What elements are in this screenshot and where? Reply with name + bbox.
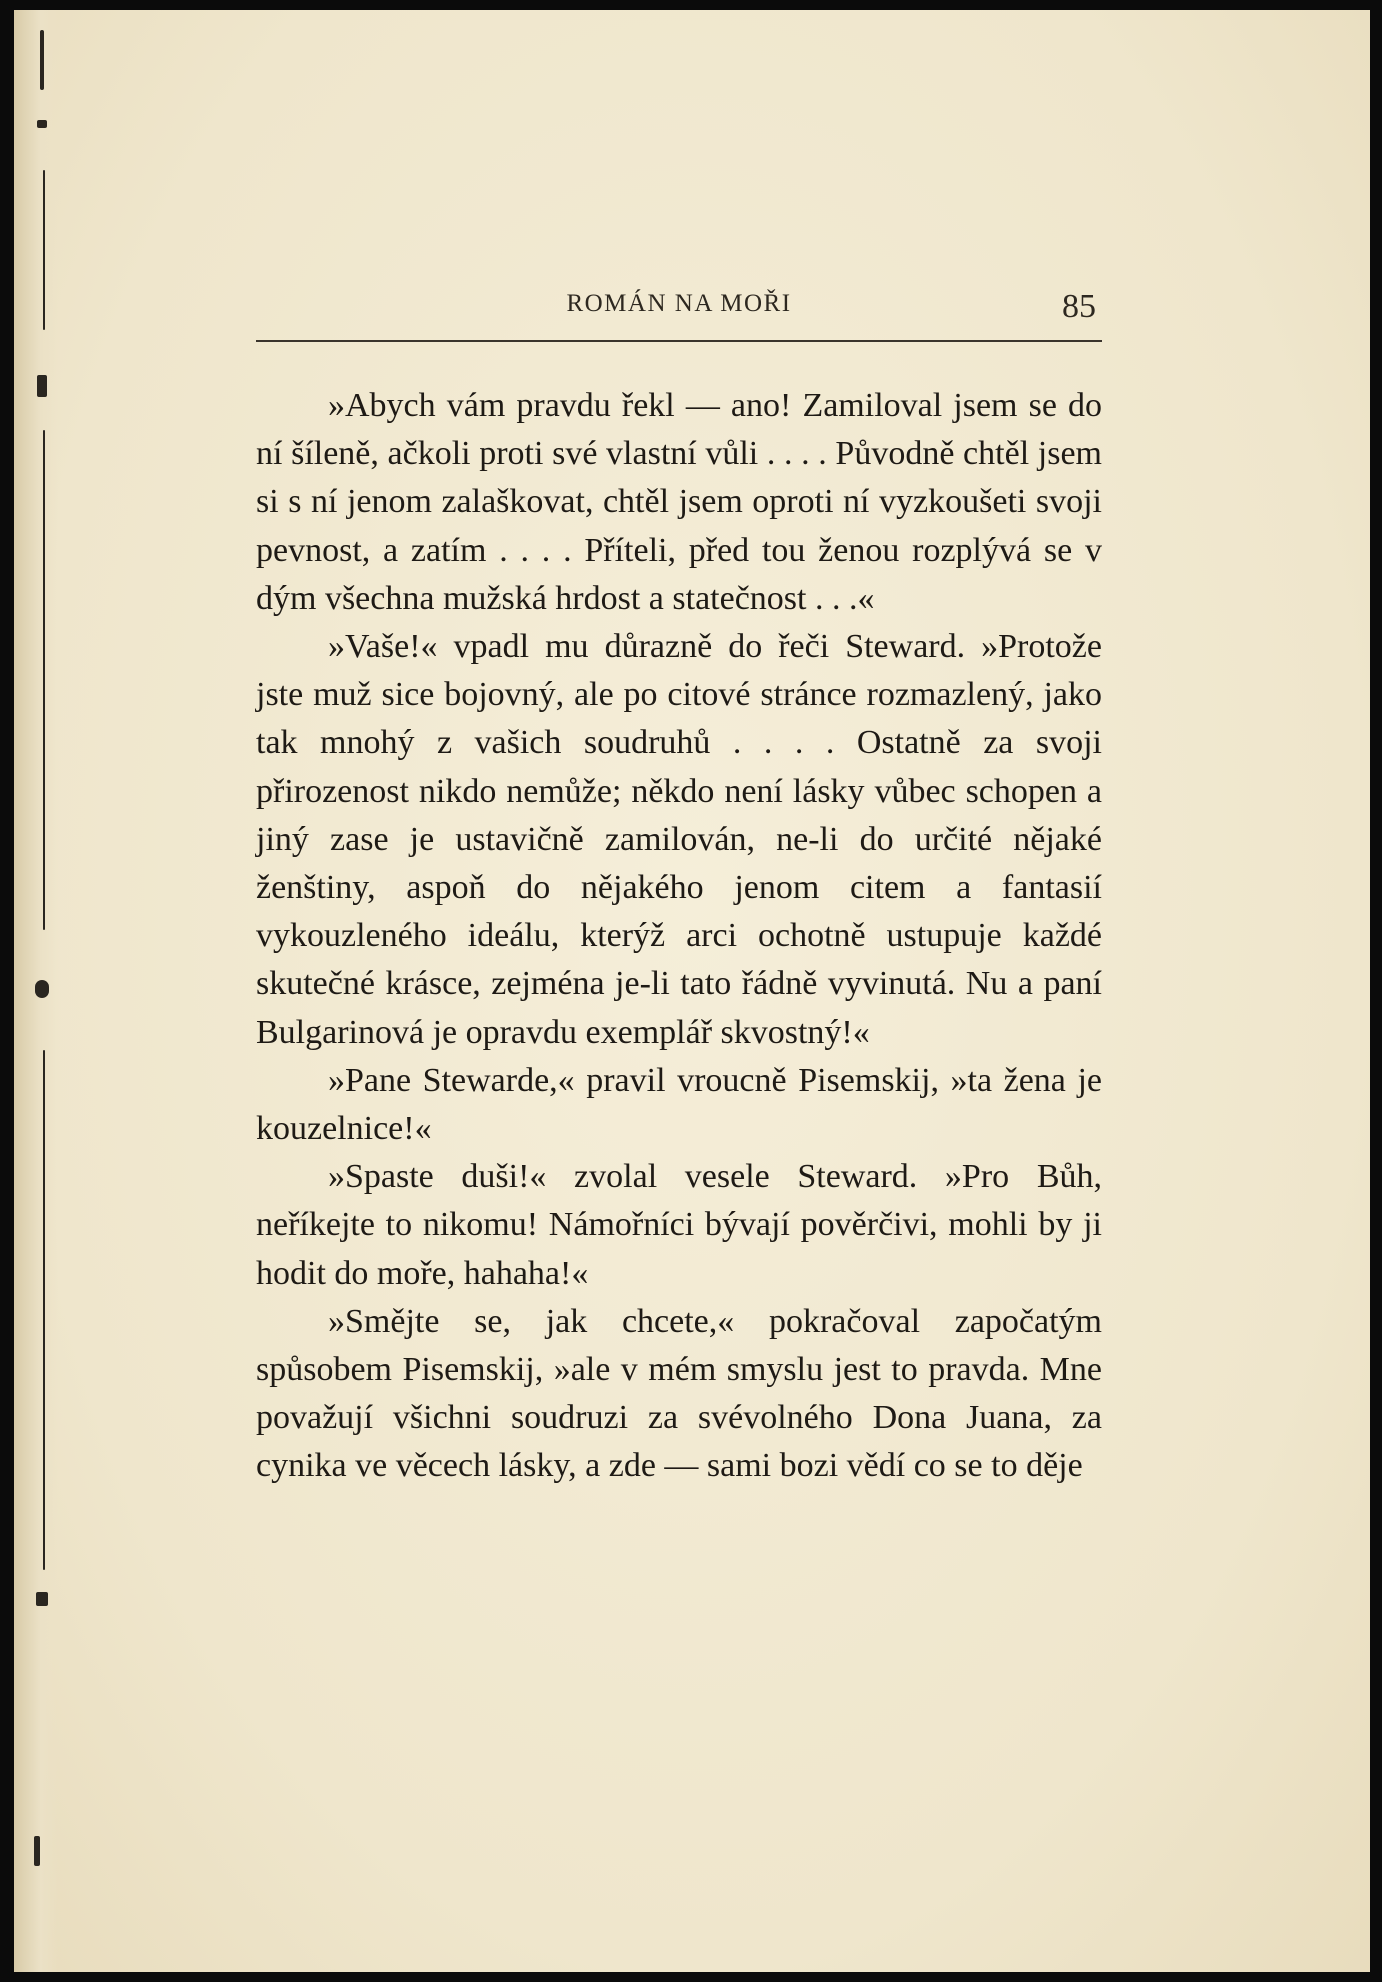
paragraph: »Smějte se, jak chcete,« pokračoval započatým spůsobem Pisemskij, »ale v mém smyslu jest to pravda. Mne považují všichni soudruzi za svévolného Dona Juana, za cynika ve věcech lásky, a zde — sami bozi vědí co se to děje <box>256 1302 1102 1485</box>
paragraph: »Abych vám pravdu řekl — ano! Zamiloval jsem se do ní šíleně, ačkoli proti své vlastní vůli . . . . Původně chtěl jsem si s ní jenom zalaškovat, chtěl jsem oproti ní vyzkoušeti svoji pevnost, a zatím . . . . Příteli, před tou ženou rozplývá se v dým všechna mužská hrdost a statečnost . . .« <box>256 387 1102 617</box>
binding-mark <box>34 1836 40 1866</box>
page-number: 85 <box>1062 288 1096 325</box>
paragraph: »Pane Stewarde,« pravil vroucně Pisemskij, »ta žena je kouzelnice!« <box>256 1061 1102 1148</box>
running-head: ROMÁN NA MOŘI <box>566 290 792 317</box>
body-text <box>256 382 1102 1491</box>
binding-mark <box>43 170 45 330</box>
binding-mark <box>43 1050 45 1570</box>
book-page <box>14 10 1370 1972</box>
binding-mark <box>35 980 49 998</box>
paragraph: »Spaste duši!« zvolal vesele Steward. »Pro Bůh, neříkejte to nikomu! Námořníci bývají pověrčivi, mohli by ji hodit do moře, hahaha!« <box>256 1158 1102 1292</box>
paragraph: »Vaše!« vpadl mu důrazně do řeči Steward. »Protože jste muž sice bojovný, ale po citové stránce rozmazlený, jako tak mnohý z vašich soudruhů . . . . Ostatně za svoji přirozenost nikdo nemůže; někdo není lásky vůbec schopen a jiný zase je ustavičně zamilován, ne-li do určité nějaké ženštiny, aspoň do nějakého jenom citem a fantasií vykouzleného ideálu, kterýž arci ochotně ustupuje každé skutečné krásce, zejména je-li tato řádně vyvinutá. Nu a paní Bulgarinová je opravdu exemplář skvostný!« <box>256 628 1102 1051</box>
binding-mark <box>37 120 47 128</box>
page-binding-edge <box>14 10 58 1972</box>
page-header <box>256 280 1102 342</box>
binding-mark <box>36 1592 48 1606</box>
binding-mark <box>40 30 44 90</box>
binding-mark <box>37 375 47 397</box>
binding-mark <box>43 430 45 930</box>
